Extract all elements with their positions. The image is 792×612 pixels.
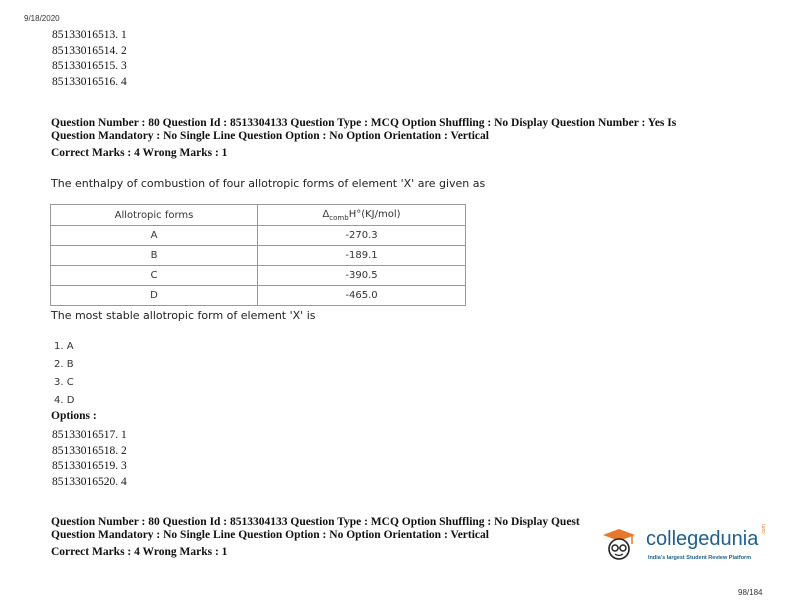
answer-choices <box>54 338 74 410</box>
table-header-forms: Allotropic forms <box>51 205 258 226</box>
option-id: 85133016514. 2 <box>52 44 127 57</box>
option-id: 85133016513. 1 <box>52 29 127 41</box>
enthalpy-unit: H°(KJ/mol) <box>348 208 401 220</box>
table-row <box>51 226 466 246</box>
table-row <box>51 246 466 266</box>
option-id: 85133016519. 3 <box>52 460 127 472</box>
option-id: 85133016518. 2 <box>52 444 127 457</box>
question-meta-line: Question Number : 80 Question Id : 8513304133 Question Type : MCQ Option Shuffling : No Display Quest <box>51 516 580 528</box>
previous-options-list <box>52 28 127 90</box>
delta-symbol: Δ <box>322 208 330 220</box>
table-row <box>51 266 466 286</box>
option-id: 85133016520. 4 <box>52 475 127 488</box>
table-cell-form: A <box>51 226 258 246</box>
options-list <box>52 428 127 490</box>
question-meta <box>51 117 676 160</box>
question-meta-line: Question Number : 80 Question Id : 8513304133 Question Type : MCQ Option Shuffling : No Display Question Number : Yes Is <box>51 117 677 129</box>
choice-item: 3. C <box>54 377 74 388</box>
choice-item: 2. B <box>54 359 74 370</box>
table-cell-value: -390.5 <box>258 266 466 286</box>
table-cell-value: -270.3 <box>258 226 466 246</box>
table-cell-form: B <box>51 246 258 266</box>
table-cell-form: D <box>51 286 258 306</box>
logo-tagline: India's largest Student Review Platform <box>648 555 752 561</box>
choice-item: 4. D <box>54 395 75 406</box>
print-date: 9/18/2020 <box>24 14 60 23</box>
page-number: 98/184 <box>738 588 763 597</box>
question-marks: Correct Marks : 4 Wrong Marks : 1 <box>51 147 228 159</box>
table-row <box>51 286 466 306</box>
enthalpy-table <box>50 204 466 306</box>
question-marks: Correct Marks : 4 Wrong Marks : 1 <box>51 546 228 558</box>
options-label: Options : <box>51 410 97 422</box>
question-followup: The most stable allotropic form of element 'X' is <box>51 309 316 322</box>
table-header-enthalpy <box>258 205 466 226</box>
graduate-mascot-icon <box>602 527 636 561</box>
question-meta-line: Question Mandatory : No Single Line Question Option : No Option Orientation : Vertical <box>51 130 489 142</box>
choice-item: 1. A <box>54 341 74 352</box>
table-cell-value: -465.0 <box>258 286 466 306</box>
option-id: 85133016515. 3 <box>52 60 127 72</box>
next-question-meta <box>51 516 580 559</box>
option-id: 85133016517. 1 <box>52 429 127 441</box>
table-cell-form: C <box>51 266 258 286</box>
logo-dotcom: .com <box>761 524 767 535</box>
question-meta-line: Question Mandatory : No Single Line Question Option : No Option Orientation : Vertical <box>51 529 489 541</box>
table-header-row <box>51 205 466 226</box>
comb-subscript: comb <box>329 213 349 222</box>
collegedunia-logo <box>600 521 770 573</box>
question-text: The enthalpy of combustion of four allotropic forms of element 'X' are given as <box>51 177 486 190</box>
logo-wordmark: collegedunia <box>646 528 759 550</box>
option-id: 85133016516. 4 <box>52 75 127 88</box>
table-cell-value: -189.1 <box>258 246 466 266</box>
